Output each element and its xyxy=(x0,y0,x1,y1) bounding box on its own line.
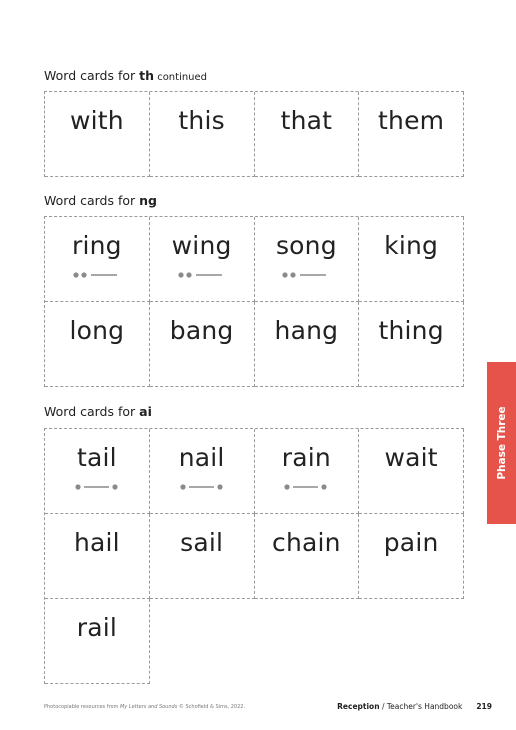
word-card xyxy=(359,217,464,302)
copyright-title: My Letters and Sounds xyxy=(119,704,178,710)
word-card xyxy=(45,217,150,302)
card-word: hail xyxy=(73,528,120,557)
sound-buttons-icon xyxy=(67,483,127,491)
card-word: thing xyxy=(378,316,444,345)
word-card xyxy=(255,514,360,599)
card-word: king xyxy=(384,231,439,260)
word-card xyxy=(45,599,150,684)
section-heading-ng xyxy=(44,193,157,208)
card-word: this xyxy=(178,106,225,135)
sound-buttons-icon xyxy=(276,271,336,279)
card-word: bang xyxy=(169,316,234,345)
section-heading-th xyxy=(44,68,207,83)
sound-buttons-icon xyxy=(172,483,232,491)
word-card xyxy=(359,92,464,177)
word-card xyxy=(150,92,255,177)
word-card xyxy=(150,302,255,387)
word-card xyxy=(255,92,360,177)
page-footer xyxy=(337,702,492,711)
word-card-grid-th xyxy=(44,91,464,177)
sound-buttons-icon xyxy=(276,483,336,491)
page-number: 219 xyxy=(476,702,492,711)
word-card xyxy=(45,429,150,514)
heading-grapheme: ai xyxy=(139,404,152,419)
word-card xyxy=(150,514,255,599)
heading-suffix: continued xyxy=(154,72,208,83)
word-card xyxy=(255,217,360,302)
phase-tab-label: Phase Three xyxy=(495,406,508,480)
copyright-prefix: Photocopiable resources from xyxy=(44,704,120,710)
word-card xyxy=(359,429,464,514)
card-word: that xyxy=(280,106,333,135)
heading-prefix: Word cards for xyxy=(44,193,140,208)
card-word: nail xyxy=(178,443,225,472)
copyright-note xyxy=(44,704,245,710)
word-card xyxy=(45,92,150,177)
footer-level: Reception xyxy=(337,702,380,711)
card-word: rail xyxy=(76,613,118,642)
card-word: wait xyxy=(384,443,438,472)
heading-prefix: Word cards for xyxy=(44,68,140,83)
word-card xyxy=(359,514,464,599)
word-card xyxy=(150,217,255,302)
card-word: ring xyxy=(72,231,122,260)
section-heading-ai xyxy=(44,404,152,419)
heading-prefix: Word cards for xyxy=(44,404,140,419)
heading-grapheme: th xyxy=(139,68,155,83)
card-word: with xyxy=(69,106,124,135)
card-word: them xyxy=(378,106,445,135)
card-word: rain xyxy=(281,443,331,472)
word-card xyxy=(255,302,360,387)
heading-grapheme: ng xyxy=(139,193,157,208)
card-word: song xyxy=(275,231,337,260)
card-word: wing xyxy=(171,231,232,260)
word-card-grid-ng xyxy=(44,216,464,387)
card-word: hang xyxy=(274,316,339,345)
sound-buttons-icon xyxy=(172,271,232,279)
copyright-suffix: © Schofield & Sims, 2022. xyxy=(177,704,246,710)
sound-buttons-icon xyxy=(67,271,127,279)
phase-tab xyxy=(487,362,516,524)
word-card xyxy=(359,302,464,387)
card-word: pain xyxy=(383,528,439,557)
footer-book: / Teacher's Handbook xyxy=(379,702,463,711)
word-card xyxy=(45,514,150,599)
word-card xyxy=(45,302,150,387)
card-word: sail xyxy=(180,528,224,557)
word-card-grid-ai xyxy=(44,428,464,684)
card-word: tail xyxy=(76,443,117,472)
card-word: chain xyxy=(272,528,341,557)
word-card xyxy=(255,429,360,514)
word-card xyxy=(150,429,255,514)
card-word: long xyxy=(69,316,125,345)
